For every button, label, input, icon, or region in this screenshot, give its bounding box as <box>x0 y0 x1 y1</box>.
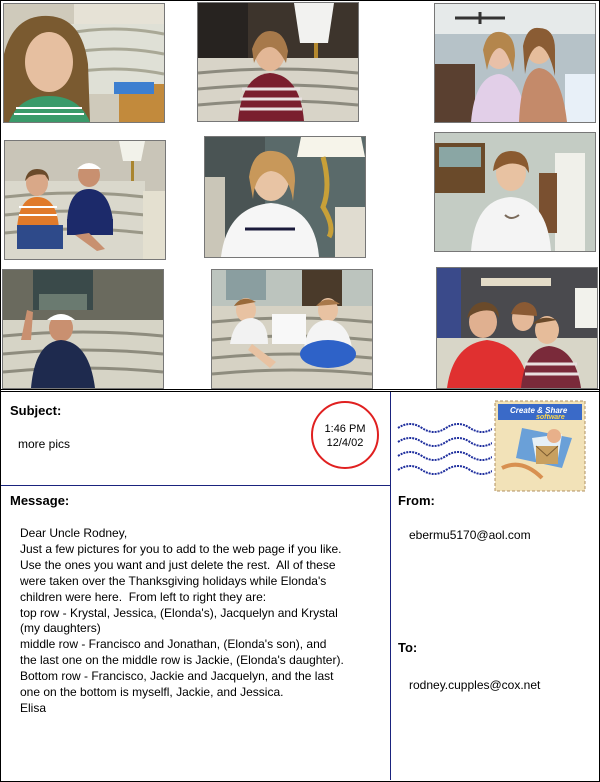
message-body <box>20 526 385 717</box>
subject-label: Subject: <box>10 403 62 418</box>
postage-stamp <box>492 398 588 494</box>
from-value: ebermu5170@aol.com <box>409 528 531 542</box>
message-line: the last one on the middle row is Jackie, (Elonda's daughter). <box>20 653 344 668</box>
postmark-circle <box>311 401 379 469</box>
to-value: rodney.cupples@cox.net <box>409 678 541 692</box>
photo-krystal[interactable] <box>3 3 165 123</box>
photo-jackie-jacquelyn-couch[interactable] <box>211 269 373 389</box>
stamp-brand-line2: software <box>536 414 565 421</box>
message-line: children were here. From left to right they are: <box>20 589 267 604</box>
photo-jacquelyn-krystal[interactable] <box>434 3 596 123</box>
photo-divider <box>1 389 599 390</box>
photo-jessica[interactable] <box>197 2 359 122</box>
message-label: Message: <box>10 493 70 508</box>
postmark-waves-icon <box>396 420 496 490</box>
message-line: middle row - Francisco and Jonathan, (Elonda's son), and <box>20 637 327 652</box>
photo-francisco-sofa[interactable] <box>2 269 164 389</box>
postmark-date: 12/4/02 <box>326 437 364 449</box>
message-line: Bottom row - Francisco, Jackie and Jacquelyn, and the last <box>20 669 334 684</box>
message-line: one on the bottom is myselfl, Jackie, and Jessica. <box>20 685 284 700</box>
photo-girl-kitchen[interactable] <box>434 132 596 252</box>
section-divider <box>1 391 599 392</box>
message-line: Use the ones you want and just delete the rest. All of these <box>20 557 336 572</box>
to-label: To: <box>398 640 418 655</box>
postmark-time: 1:46 PM <box>324 423 366 435</box>
message-line: (my daughters) <box>20 621 101 636</box>
message-line: top row - Krystal, Jessica, (Elonda's), Jacquelyn and Krystal <box>20 605 338 620</box>
from-label: From: <box>398 493 435 508</box>
message-line: Just a few pictures for you to add to the web page if you like. <box>20 541 342 556</box>
photo-grid <box>1 1 599 389</box>
stamp-brand-line1: Create & Share <box>510 406 568 415</box>
photo-jackie-lamp[interactable] <box>204 136 366 258</box>
column-divider <box>390 392 391 780</box>
message-line: Dear Uncle Rodney, <box>20 526 128 540</box>
message-line: were taken over the Thanksgiving holidays while Elonda's <box>20 573 327 588</box>
photo-elisa-jackie-jessica[interactable] <box>436 267 598 389</box>
subject-value: more pics <box>18 437 71 451</box>
message-line: Elisa <box>20 700 47 715</box>
subject-message-divider <box>1 485 390 486</box>
photo-francisco-jonathan[interactable] <box>4 140 166 260</box>
